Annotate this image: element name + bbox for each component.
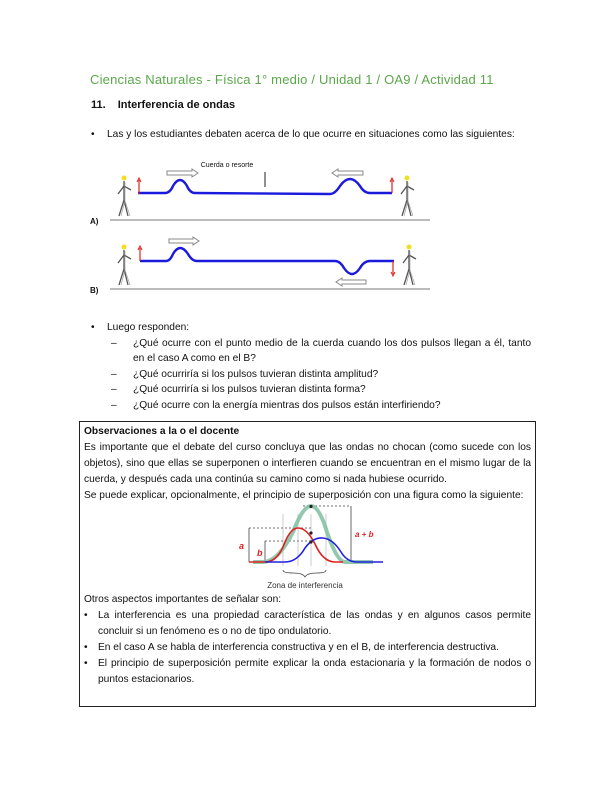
intro-bullet: [91, 127, 531, 143]
bullet-dot: •: [84, 610, 88, 621]
zone-bracket: [283, 570, 326, 577]
observations-paragraph-2: Se puede explicar, opcionalmente, el principio de superposición con una figura como la siguiente:: [84, 490, 524, 501]
question-item: [107, 382, 531, 398]
zone-caption: Zona de interferencia: [266, 581, 343, 590]
label-sum: a + b: [354, 530, 373, 539]
observations-title: Observaciones a la o el docente: [84, 426, 240, 437]
guide-lines: [249, 506, 351, 541]
person-right-icon: [401, 176, 414, 217]
dash: –: [111, 384, 117, 395]
question-text: ¿Qué ocurre con la energía mientras dos pulsos están interfiriendo?: [133, 399, 441, 411]
direction-arrow-left: [332, 169, 363, 177]
questions-lead-bullet: [91, 320, 531, 336]
dash: –: [111, 368, 117, 380]
rope-b: [140, 248, 394, 274]
question-text: ¿Qué ocurre con el punto medio de la cuerda cuando los dos pulsos llegan a él, tanto en el caso A como en el B?: [133, 337, 531, 364]
intro-block: [91, 127, 531, 143]
direction-arrow-left: [336, 278, 366, 286]
observation-bullet: [84, 608, 531, 640]
question-text: ¿Qué ocurriría si los pulsos tuvieran distinta forma?: [133, 384, 366, 395]
breadcrumb-header: Ciencias Naturales - Física 1° medio / Unidad 1 / OA9 / Actividad 11: [90, 72, 494, 87]
sum-peak-point: [309, 505, 312, 508]
direction-arrow-right: [167, 169, 198, 177]
observation-text: El principio de superposición permite explicar la onda estacionaria y la formación de nodos o puntos estacionarios.: [98, 658, 531, 685]
rope-pulses-figure: [80, 160, 440, 300]
questions-lead: Luego responden:: [107, 322, 190, 333]
teacher-observations-box: [79, 421, 536, 707]
observation-text: En el caso A se habla de interferencia constructiva y en el B, de interferencia destructiva.: [98, 642, 499, 653]
question-item: [107, 398, 531, 414]
person-left-icon: [118, 176, 131, 217]
observation-bullet: [84, 640, 531, 656]
case-b-label: B): [90, 286, 99, 295]
case-a-label: A): [90, 217, 99, 226]
bullet-dot: •: [84, 658, 88, 669]
questions-block: [91, 320, 531, 413]
person-left-icon: [118, 245, 131, 286]
case-a: [90, 169, 430, 226]
bullet-dot: •: [84, 642, 88, 653]
case-b: [90, 237, 430, 295]
direction-arrow-right: [169, 237, 199, 245]
other-aspects-lead: Otros aspectos importantes de señalar son:: [84, 594, 282, 605]
section-number: 11.: [91, 99, 106, 111]
a-point: [309, 531, 312, 534]
question-item: [107, 336, 531, 367]
b-point: [309, 540, 312, 543]
dash: –: [111, 337, 117, 349]
section-title-text: Interferencia de ondas: [117, 99, 236, 111]
observation-text: La interferencia es una propiedad característica de las ondas y en algunos casos permite concluir si un fenómeno es o no de tipo ondulatorio.: [98, 610, 531, 637]
label-a: a: [238, 541, 244, 551]
bullet-dot: •: [91, 129, 95, 140]
person-right-icon: [403, 245, 416, 286]
label-b: b: [256, 548, 262, 558]
rope-label: Cuerda o resorte: [200, 162, 254, 169]
bullet-dot: •: [91, 322, 95, 333]
superposition-figure: [223, 504, 393, 592]
observations-paragraph-1: Es importante que el debate del curso concluya que las ondas no chocan (como sucede con los objetos), sino que ellas se superponen o interfieren cuando se encuentran en el mismo lugar de la cuerda, y después cada una continúa su camino como si nada hubiese ocurrido.: [84, 442, 531, 485]
dash: –: [111, 399, 117, 411]
question-text: ¿Qué ocurriría si los pulsos tuvieran distinta amplitud?: [133, 368, 379, 380]
section-title: [91, 99, 235, 111]
intro-text: Las y los estudiantes debaten acerca de lo que ocurre en situaciones como las siguientes:: [107, 129, 515, 140]
observation-bullet: [84, 656, 531, 688]
question-item: [107, 367, 531, 383]
